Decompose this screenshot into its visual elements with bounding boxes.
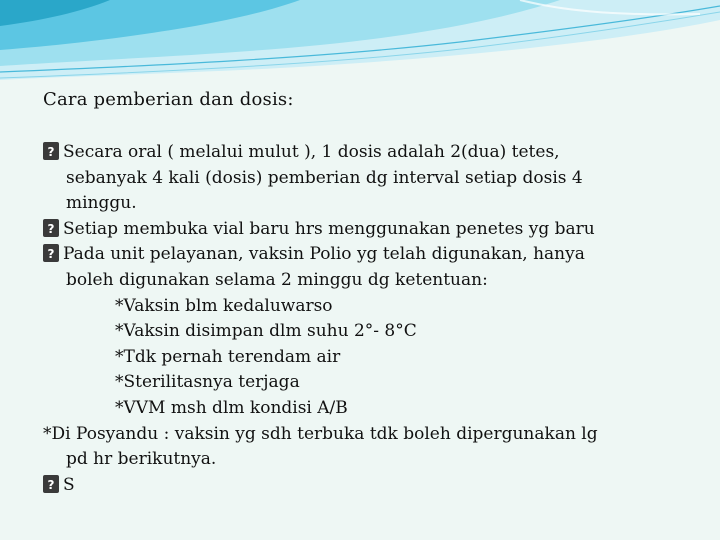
bullet-icon [43,142,59,160]
list-item-continuation: minggu. [66,193,137,214]
posyandu-note: *Di Posyandu : vaksin yg sdh terbuka tdk boleh dipergunakan lg [43,423,598,444]
list-item [43,217,693,243]
list-item-text: Setiap membuka vial baru hrs menggunakan penetes yg baru [63,218,595,239]
condition-item: *Sterilitasnya terjaga [115,372,300,393]
list-item [43,473,693,499]
condition-item: *Vaksin disimpan dlm suhu 2°- 8°C [115,321,417,342]
list-item-continuation: boleh digunakan selama 2 minggu dg ketentuan: [66,269,488,290]
posyandu-note-continuation: pd hr berikutnya. [66,449,217,470]
slide-title: Cara pemberian dan dosis: [43,89,294,110]
condition-item: *Vaksin blm kedaluwarso [115,295,333,316]
bullet-icon [43,219,59,237]
bullet-icon [43,475,59,493]
list-item-text: Pada unit pelayanan, vaksin Polio yg telah digunakan, hanya [63,244,585,265]
list-item-text: Secara oral ( melalui mulut ), 1 dosis adalah 2(dua) tetes, [63,142,560,162]
list-item-continuation: sebanyak 4 kali (dosis) pemberian dg interval setiap dosis 4 [66,167,583,188]
condition-item: *Tdk pernah terendam air [115,346,341,367]
bullet-icon [43,244,59,262]
list-item [43,242,693,268]
list-item [43,140,693,166]
bullet-list [43,140,693,498]
condition-item: *VVM msh dlm kondisi A/B [115,397,348,418]
list-item-text: S [63,474,75,495]
